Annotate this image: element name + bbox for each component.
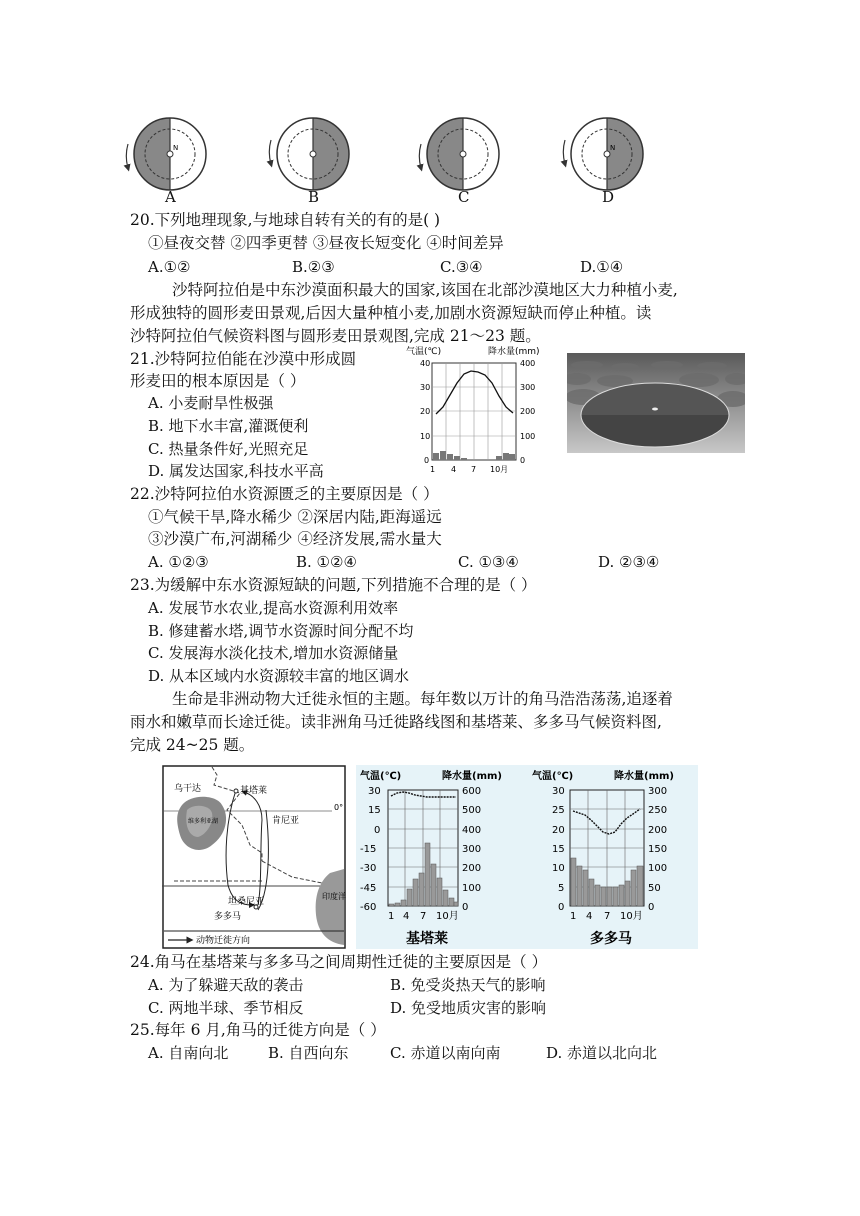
q24-option-d: D. 免受地质灾害的影响: [390, 999, 547, 1017]
q22-items-1: ①气候干旱,降水稀少 ②深居内陆,距海遥远: [148, 508, 442, 526]
chart3-lt-5: 5: [558, 883, 565, 894]
chart1-left-title: 气温(℃): [406, 347, 442, 357]
q23-option-d: D. 从本区域内水资源较丰富的地区调水: [148, 667, 410, 685]
chart2-rt-6: 0: [462, 902, 469, 913]
chart2-x-1: 1: [388, 911, 395, 922]
q21-option-a: A. 小麦耐旱性极强: [148, 394, 274, 412]
chart2-x-4: 4: [403, 911, 410, 922]
chart3-lt-6: 0: [558, 902, 565, 913]
globe-diagrams: [115, 112, 675, 197]
chart2-rt-5: 100: [462, 883, 482, 894]
chart3-x-4: 4: [586, 911, 593, 922]
chart2-lt-4: -30: [360, 863, 377, 874]
q23-option-a: A. 发展节水农业,提高水资源利用效率: [148, 599, 399, 617]
chart2-x-7: 7: [420, 911, 427, 922]
chart3-left-title: 气温(℃): [532, 771, 574, 782]
q20-option-c: C.③④: [440, 258, 483, 276]
q25-option-c: C. 赤道以南向南: [390, 1044, 501, 1062]
q22-option-c: C. ①③④: [458, 553, 519, 571]
map-label-uganda: 乌干达: [174, 784, 202, 794]
chart1-x-7: 7: [471, 465, 477, 473]
map-label-equator: 0°: [334, 803, 344, 812]
chart1-rt-2: 200: [520, 407, 536, 416]
q21-option-c: C. 热量条件好,光照充足: [148, 440, 309, 458]
chart1-lt-4: 0: [424, 456, 430, 465]
chart2-rt-3: 300: [462, 844, 482, 855]
map-label-ocean: 印度洋: [322, 892, 346, 901]
globe-label-c: C: [458, 188, 470, 206]
chart3-rt-4: 100: [648, 863, 668, 874]
map-label-tanzania: 坦桑尼亚: [228, 897, 265, 907]
q21-option-b: B. 地下水丰富,灌溉便利: [148, 417, 309, 435]
chart2-x-10: 10月: [436, 911, 459, 922]
q22-option-a: A. ①②③: [148, 553, 209, 571]
chart3-rt-0: 300: [648, 786, 668, 797]
chart3-rt-2: 200: [648, 825, 668, 836]
chart2-rt-1: 500: [462, 805, 482, 816]
passage2-line-3: 完成 24~25 题。: [130, 736, 255, 754]
q21-stem-2: 形麦田的根本原因是（ ）: [130, 372, 306, 390]
globe-label-d: D: [602, 188, 615, 206]
chart1-lt-3: 10: [420, 432, 431, 441]
chart1-rt-3: 100: [520, 432, 536, 441]
dodoma-climate-chart: [530, 766, 696, 948]
chart2-left-title: 气温(℃): [360, 771, 402, 782]
chart2-right-title: 降水量(mm): [442, 771, 502, 782]
q24-option-a: A. 为了躲避天敌的袭击: [148, 976, 304, 994]
passage1-line-1: 沙特阿拉伯是中东沙漠面积最大的国家,该国在北部沙漠地区大力种植小麦,: [172, 281, 678, 299]
chart3-lt-1: 25: [552, 805, 565, 816]
q25-stem: 25.每年 6 月,角马的迁徙方向是（ ）: [130, 1021, 386, 1039]
chart2-lt-0: 30: [368, 786, 381, 797]
kitale-climate-chart: [358, 766, 528, 948]
chart1-x-1: 1: [430, 465, 436, 473]
chart3-x-1: 1: [570, 911, 577, 922]
pole-letter-a: N: [173, 144, 179, 152]
chart3-x-10: 10月: [620, 911, 643, 922]
chart1-x-10: 10月: [490, 465, 509, 473]
q22-option-b: B. ①②④: [296, 553, 357, 571]
chart3-rt-1: 250: [648, 805, 668, 816]
chart3-name: 多多马: [590, 931, 632, 947]
passage1-line-2: 形成独特的圆形麦田景观,后因大量种植小麦,加剧水资源短缺而停止种植。读: [130, 304, 652, 322]
globe-a: [126, 118, 206, 190]
chart2-rt-0: 600: [462, 786, 482, 797]
q23-option-c: C. 发展海水淡化技术,增加水资源储量: [148, 644, 399, 662]
circular-wheat-field-photo: [567, 353, 745, 453]
chart3-lt-0: 30: [552, 786, 565, 797]
chart1-x-4: 4: [451, 465, 457, 473]
q20-stem: 20.下列地理现象,与地球自转有关的有的是( ): [130, 211, 441, 229]
chart3-rt-5: 50: [648, 883, 661, 894]
chart2-lt-3: -15: [360, 844, 377, 855]
chart2-lt-2: 0: [374, 825, 381, 836]
q20-option-d: D.①④: [580, 258, 624, 276]
chart3-rt-3: 150: [648, 844, 668, 855]
q25-option-b: B. 自西向东: [268, 1044, 349, 1062]
q24-option-b: B. 免受炎热天气的影响: [390, 976, 546, 994]
chart1-rt-1: 300: [520, 383, 536, 392]
q20-option-b: B.②③: [292, 258, 335, 276]
q22-items-2: ③沙漠广布,河湖稀少 ④经济发展,需水量大: [148, 530, 442, 548]
map-label-dodoma: 多多马: [214, 912, 242, 922]
pole-letter-d: N: [610, 144, 616, 152]
chart3-lt-4: 10: [552, 863, 565, 874]
saudi-climate-chart: [404, 343, 564, 473]
chart2-lt-1: 15: [368, 805, 381, 816]
q22-stem: 22.沙特阿拉伯水资源匮乏的主要原因是（ ）: [130, 485, 439, 503]
q24-stem: 24.角马在基塔莱与多多马之间周期性迁徙的主要原因是（ ）: [130, 953, 548, 971]
q21-stem-1: 21.沙特阿拉伯能在沙漠中形成圆: [130, 350, 357, 368]
wildebeest-migration-map: [162, 765, 346, 949]
globe-b: [269, 118, 349, 190]
q21-option-d: D. 属发达国家,科技水平高: [148, 462, 324, 480]
chart1-lt-2: 20: [420, 407, 431, 416]
globe-d: [563, 118, 643, 190]
chart1-lt-0: 40: [420, 359, 431, 368]
passage2-line-2: 雨水和嫩草而长途迁徙。读非洲角马迁徙路线图和基塔莱、多多马气候资料图,: [130, 713, 662, 731]
chart1-rt-4: 0: [520, 456, 526, 465]
q22-option-d: D. ②③④: [598, 553, 660, 571]
chart2-lt-6: -60: [360, 902, 377, 913]
q25-option-d: D. 赤道以北向北: [546, 1044, 658, 1062]
map-legend-label: 动物迁徙方向: [196, 936, 251, 946]
globe-label-a: A: [165, 188, 176, 206]
q25-option-a: A. 自南向北: [148, 1044, 229, 1062]
passage1-line-3: 沙特阿拉伯气候资料图与圆形麦田景观图,完成 21～23 题。: [130, 327, 541, 345]
chart1-rt-0: 400: [520, 359, 536, 368]
globe-label-b: B: [308, 188, 320, 206]
map-label-kitale: 基塔莱: [240, 786, 268, 796]
chart2-rt-4: 200: [462, 863, 482, 874]
chart1-lt-1: 30: [420, 383, 431, 392]
map-label-kenya: 肯尼亚: [272, 816, 300, 826]
passage2-line-1: 生命是非洲动物大迁徙永恒的主题。每年数以万计的角马浩浩荡荡,追逐着: [172, 690, 673, 708]
chart2-rt-2: 400: [462, 825, 482, 836]
chart2-name: 基塔莱: [406, 931, 448, 947]
q23-stem: 23.为缓解中东水资源短缺的问题,下列措施不合理的是（ ）: [130, 576, 537, 594]
q23-option-b: B. 修建蓄水塔,调节水资源时间分配不均: [148, 622, 414, 640]
chart3-x-7: 7: [604, 911, 611, 922]
q24-option-c: C. 两地半球、季节相反: [148, 999, 304, 1017]
globe-c: [419, 118, 499, 190]
chart3-lt-3: 15: [552, 844, 565, 855]
chart3-right-title: 降水量(mm): [614, 771, 674, 782]
q20-items: ①昼夜交替 ②四季更替 ③昼夜长短变化 ④时间差异: [148, 234, 504, 252]
chart2-lt-5: -45: [360, 883, 377, 894]
chart1-right-title: 降水量(mm): [488, 347, 540, 357]
q20-option-a: A.①②: [148, 258, 191, 276]
map-label-lake: 维多利亚湖: [188, 818, 219, 825]
chart3-rt-6: 0: [648, 902, 655, 913]
chart3-lt-2: 20: [552, 825, 565, 836]
